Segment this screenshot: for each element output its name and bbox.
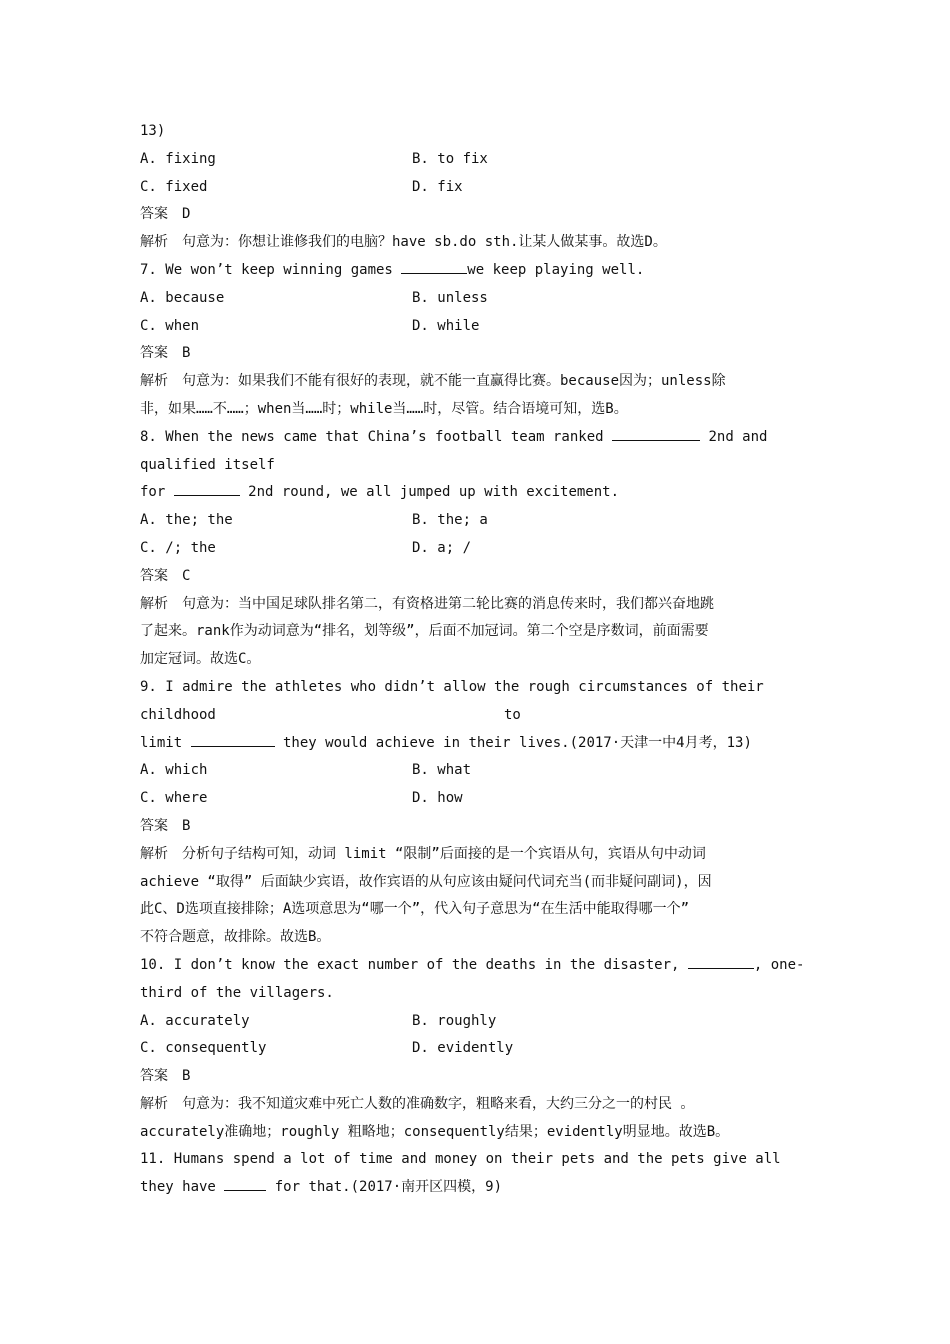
explanation-label: 解析 — [140, 1095, 168, 1112]
answer-blank — [191, 732, 275, 747]
q9-explanation-line-2: achieve “取得” 后面缺少宾语，故作宾语的从句应该由疑问代词充当(而非疑问副词)，因 — [140, 873, 712, 890]
explanation-text: 句意为：当中国足球队排名第二，有资格进第二轮比赛的消息传来时，我们都兴奋地跳 — [182, 595, 714, 612]
q11-stem-line-2 — [140, 1174, 812, 1202]
q7-explanation-line-1 — [140, 368, 812, 396]
answer-blank — [401, 259, 467, 274]
q7-options-row-2 — [140, 313, 812, 341]
answer-label: 答案 — [140, 206, 168, 223]
q7-option-d: D. while — [412, 317, 480, 334]
q7-explanation-line-2: 非，如果……不……；when当……时；while当……时，尽管。结合语境可知，选B。 — [140, 400, 628, 417]
q8-stem-part-b: 2nd and — [708, 428, 768, 445]
answer-value: B — [182, 1068, 191, 1085]
explanation-label: 解析 — [140, 234, 168, 251]
q7-answer — [140, 340, 812, 368]
q8-explanation-line-2: 了起来。rank作为动词意为“排名，划等级”，后面不加冠词。第二个空是序数词，前面需要 — [140, 623, 709, 640]
answer-blank — [688, 954, 754, 969]
q10-stem-line-1 — [140, 952, 812, 980]
q8-option-a: A. the; the — [140, 512, 233, 529]
q7-stem-part-b: we keep playing well. — [467, 261, 645, 278]
q9-answer — [140, 813, 812, 841]
q8-stem-part-c: for — [140, 484, 174, 501]
q8-stem-line-3 — [140, 479, 812, 507]
q10-option-c: C. consequently — [140, 1040, 267, 1057]
q7-option-c: C. when — [140, 317, 200, 334]
q10-options-row-1 — [140, 1008, 812, 1036]
answer-value: B — [182, 817, 191, 834]
q8-answer — [140, 563, 812, 591]
q9-option-a: A. which — [140, 762, 208, 779]
q10-stem-line-2: third of the villagers. — [140, 984, 334, 1001]
q9-stem-part-c: limit — [140, 734, 191, 751]
answer-label: 答案 — [140, 567, 168, 584]
answer-value: C — [182, 567, 191, 584]
q11-stem-part-b: for that.(2017·南开区四模，9) — [266, 1179, 503, 1196]
answer-label: 答案 — [140, 345, 168, 362]
q8-stem-line-1 — [140, 424, 812, 452]
q6-tail: 13) — [140, 123, 166, 139]
explanation-label: 解析 — [140, 595, 168, 612]
answer-label: 答案 — [140, 1068, 168, 1085]
q7-option-b: B. unless — [412, 289, 488, 306]
q6-options-row-2 — [140, 174, 812, 202]
q9-stem-part-b: to — [504, 706, 521, 723]
q10-option-b: B. roughly — [412, 1012, 497, 1029]
q9-stem-line-2 — [140, 702, 812, 730]
q10-explanation-line-1 — [140, 1091, 812, 1119]
q7-options-row-1 — [140, 285, 812, 313]
q8-option-c: C. /; the — [140, 539, 216, 556]
q10-option-d: D. evidently — [412, 1040, 514, 1057]
q10-explanation-line-2: accurately准确地；roughly 粗略地；consequently结果；evidently明显地。故选B。 — [140, 1123, 730, 1140]
q9-stem-part-a: childhood — [140, 706, 216, 723]
answer-label: 答案 — [140, 817, 168, 834]
q8-explanation-line-3: 加定冠词。故选C。 — [140, 651, 261, 668]
q9-option-c: C. where — [140, 790, 208, 807]
q11-stem-part-a: they have — [140, 1179, 225, 1196]
explanation-text: 句意为：我不知道灾难中死亡人数的准确数字，粗略来看，大约三分之一的村民 。 — [182, 1095, 695, 1112]
q10-answer — [140, 1063, 812, 1091]
explanation-label: 解析 — [140, 845, 168, 862]
explanation-text: 句意为：你想让谁修我们的电脑？have sb.do sth.让某人做某事。故选D。 — [182, 234, 667, 251]
q6-explanation — [140, 229, 812, 257]
q6-answer — [140, 201, 812, 229]
q9-options-row-1 — [140, 757, 812, 785]
q10-options-row-2 — [140, 1035, 812, 1063]
q9-option-b: B. what — [412, 762, 472, 779]
q10-stem-part-a: 10. I don’t know the exact number of the deaths in the disaster, — [140, 956, 680, 973]
q6-option-d: D. fix — [412, 178, 463, 195]
document-page — [140, 118, 812, 1202]
q9-stem-line-1: 9. I admire the athletes who didn’t allow the rough circumstances of their — [140, 678, 764, 695]
q10-option-a: A. accurately — [140, 1012, 250, 1029]
q9-explanation-line-3: 此C、D选项直接排除；A选项意思为“哪一个”，代入句子意思为“在生活中能取得哪一个” — [140, 901, 689, 918]
answer-value: D — [182, 206, 191, 223]
q8-option-b: B. the; a — [412, 512, 488, 529]
q7-stem-part-a: 7. We won’t keep winning games — [140, 261, 402, 278]
q9-explanation-line-4: 不符合题意，故排除。故选B。 — [140, 929, 331, 946]
q10-stem-part-b: , one- — [753, 956, 805, 973]
q8-options-row-2 — [140, 535, 812, 563]
q7-option-a: A. because — [140, 289, 225, 306]
explanation-text: 分析句子结构可知，动词 limit “限制”后面接的是一个宾语从句，宾语从句中动词 — [182, 845, 706, 862]
q9-stem-line-3 — [140, 730, 812, 758]
q8-options-row-1 — [140, 507, 812, 535]
q9-options-row-2 — [140, 785, 812, 813]
answer-blank — [174, 481, 240, 496]
q8-stem-part-d: 2nd round, we all jumped up with excitement. — [239, 484, 620, 501]
q6-options-row-1 — [140, 146, 812, 174]
q8-option-d: D. a; / — [412, 539, 472, 556]
q6-option-c: C. fixed — [140, 178, 208, 195]
explanation-label: 解析 — [140, 373, 168, 390]
q9-option-d: D. how — [412, 790, 463, 807]
q7-stem — [140, 257, 812, 285]
q9-stem-part-d: they would achieve in their lives.(2017·天津一中4月考，13) — [274, 734, 752, 751]
answer-blank — [612, 426, 700, 441]
q6-option-a: A. fixing — [140, 150, 216, 167]
q8-stem-part-a: 8. When the news came that China’s football team ranked — [140, 428, 604, 445]
q8-stem-line-2: qualified itself — [140, 456, 275, 473]
q9-explanation-line-1 — [140, 841, 812, 869]
q11-stem-line-1: 11. Humans spend a lot of time and money on their pets and the pets give all — [140, 1151, 781, 1168]
q8-explanation-line-1 — [140, 591, 812, 619]
explanation-text: 句意为：如果我们不能有很好的表现，就不能一直赢得比赛。because因为；unless除 — [182, 373, 726, 390]
q6-option-b: B. to fix — [412, 150, 488, 167]
answer-blank — [224, 1176, 266, 1191]
answer-value: B — [182, 345, 191, 362]
